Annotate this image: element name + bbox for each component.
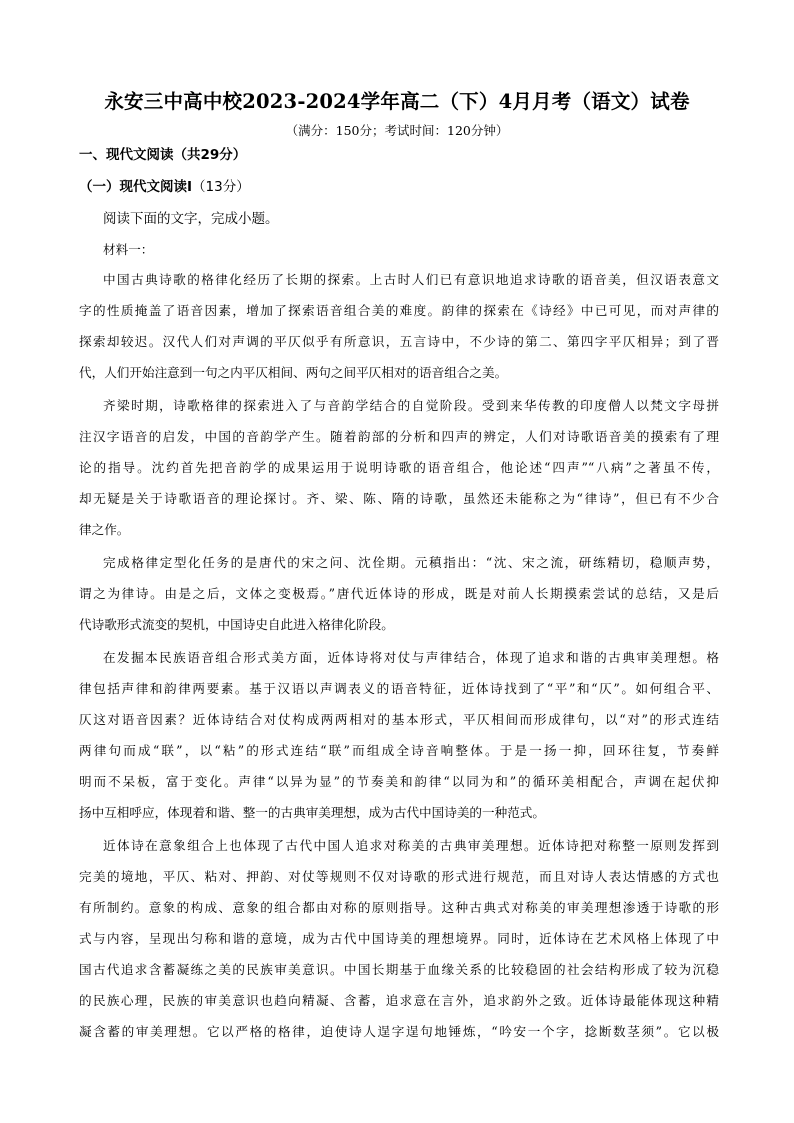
instruction-text: 阅读下面的文字，完成小题。	[103, 211, 279, 227]
passage-line: 明而不呆板，富于变化。声律“以异为显”的节奏美和韵律“以同为和”的循环美相配合，声调在起伏抑	[79, 774, 719, 789]
passage-line: 律包括声律和韵律两要素。基于汉语以声调表义的语音特征，近体诗找到了“平”和“仄”。如何组合平、	[79, 681, 719, 696]
passage-line: 中国古典诗歌的格律化经历了长期的探索。上古时人们已有意识地追求诗歌的语音美，但汉语表意文	[103, 272, 719, 287]
passage-line: 国古代追求含蓄凝练之美的民族审美意识。中国长期基于血缘关系的比较稳固的社会结构形成了较为沉稳	[79, 962, 719, 977]
passage-line: 探索却较迟。汉代人们对声调的平仄似乎有所意识，五言诗中，不少诗的第二、第四字平仄相异；到了晋	[79, 334, 719, 349]
passage-line: 完美的境地，平仄、粘对、押韵、对仗等规则不仅对诗歌的形式进行规范，而且对诗人表达情感的方式也	[79, 869, 719, 884]
passage-line: 代，人们开始注意到一句之内平仄相间、两句之间平仄相对的语音组合之美。	[79, 365, 508, 380]
passage-line: 注汉字语音的启发，中国的音韵学产生。随着韵部的分析和四声的辨定，人们对诗歌语音美的摸索有了理	[79, 429, 719, 444]
subsection-points: （13分）	[192, 179, 250, 195]
subsection-heading	[79, 175, 250, 195]
passage-line: 律之作。	[79, 522, 130, 537]
passage-line: 代诗歌形式流变的契机，中国诗史自此进入格律化阶段。	[79, 617, 394, 632]
passage-line: 论的指导。沈约首先把音韵学的成果运用于说明诗歌的语音组合，他论述“四声”“八病”之著虽不传，	[79, 460, 719, 475]
passage-line: 凝含蓄的审美理想。它以严格的格律，迫使诗人逞字逞句地锤炼，“吟安一个字，捻断数茎须”。它以极	[79, 1024, 719, 1039]
exam-subtitle: （满分：150分；考试时间：120分钟）	[285, 123, 509, 138]
passage-line: 式与内容，呈现出匀称和谐的意境，成为古代中国诗美的理想境界。同时，近体诗在艺术风格上体现了中	[79, 931, 719, 946]
passage-line: 的民族心理，民族的审美意识也趋向精凝、含蓄，追求意在言外，追求韵外之致。近体诗最能体现这种精	[79, 993, 719, 1008]
passage-line: 却无疑是关于诗歌语音的理论探讨。齐、梁、陈、隋的诗歌，虽然还未能称之为“律诗”，但已有不少合	[79, 491, 719, 506]
passage-line: 仄这对语音因素？近体诗结合对仗构成两两相对的基本形式，平仄相间而形成律句，以“对”的形式连结	[79, 712, 719, 727]
material-label: 材料一：	[103, 242, 154, 257]
passage-line: 两律句而成“联”，以“粘”的形式连结“联”而组成全诗音响整体。于是一扬一抑，回环往复，节奏鲜	[79, 743, 719, 758]
passage-line: 完成格律定型化任务的是唐代的宋之问、沈佺期。元稹指出：“沈、宋之流，研练精切，稳顺声势，	[103, 555, 719, 570]
passage-line: 近体诗在意象组合上也体现了古代中国人追求对称美的古典审美理想。近体诗把对称整一原则发挥到	[103, 838, 719, 853]
exam-title: 永安三中高中校2023-2024学年高二（下）4月月考（语文）试卷	[104, 90, 690, 113]
passage-line: 字的性质掩盖了语音因素，增加了探索语音组合美的难度。韵律的探索在《诗经》中已可见，而对声律的	[79, 303, 719, 318]
passage-line: 有所制约。意象的构成、意象的组合都由对称的原则指导。这种古典式对称美的审美理想渗透于诗歌的形	[79, 900, 719, 915]
passage-line: 在发掘本民族语音组合形式美方面，近体诗将对仗与声律结合，体现了追求和谐的古典审美理想。格	[103, 650, 719, 665]
subsection-label: （一）现代文阅读Ⅰ	[79, 179, 193, 195]
passage-line: 谓之为律诗。由是之后，文体之变极焉。”唐代近体诗的形成，既是对前人长期摸索尝试的总结，又是后	[79, 586, 719, 601]
passage-line: 扬中互相呼应，体现着和谐、整一的古典审美理想，成为古代中国诗美的一种范式。	[79, 805, 545, 820]
passage-line: 齐梁时期，诗歌格律的探索进入了与音韵学结合的自觉阶段。受到来华传教的印度僧人以梵文字母拼	[103, 398, 719, 413]
section-heading: 一、现代文阅读（共29分）	[79, 147, 247, 163]
